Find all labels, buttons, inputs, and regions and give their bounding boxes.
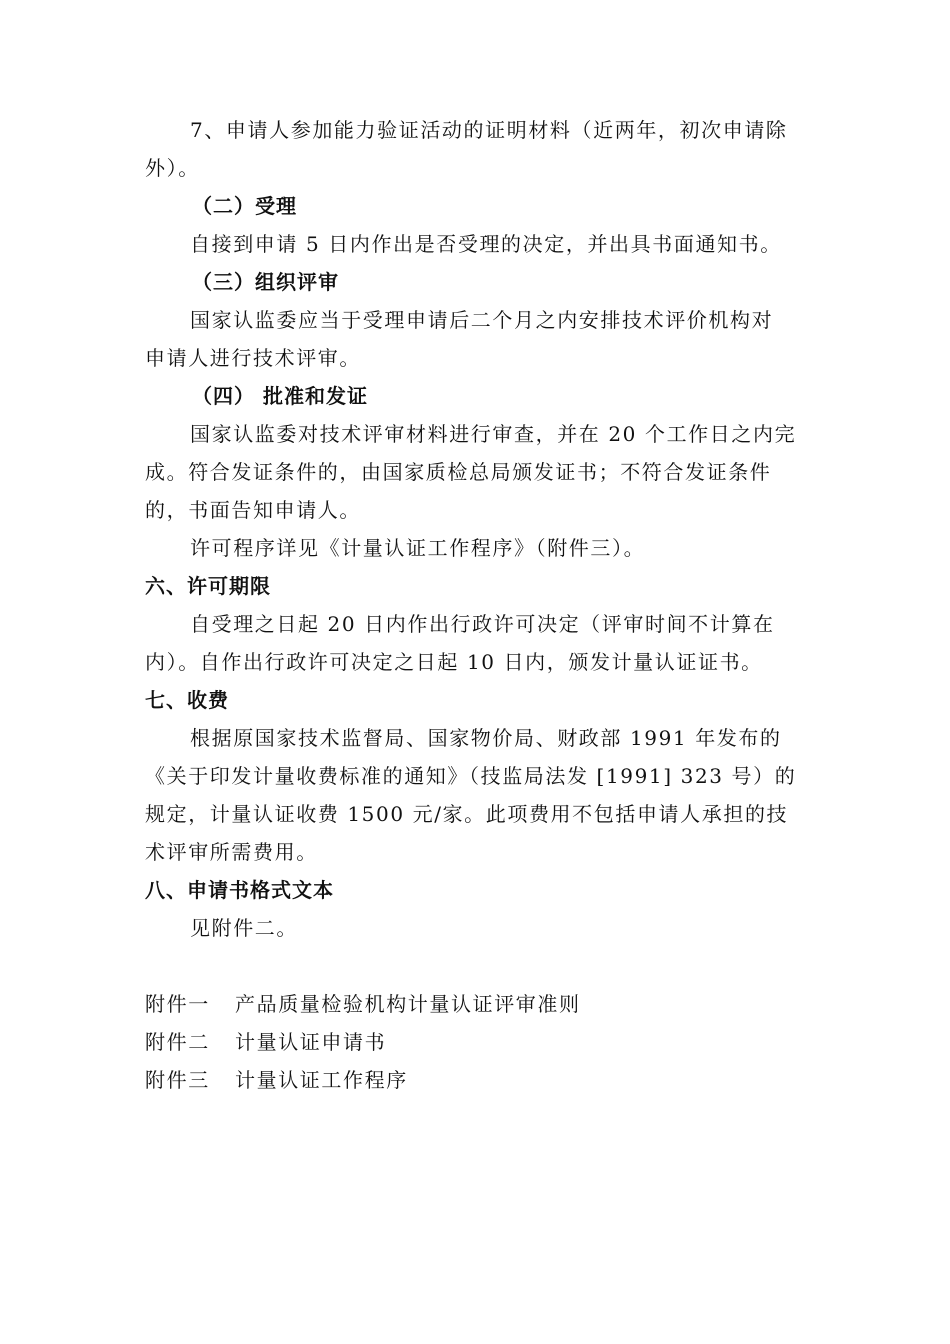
- section-heading: 六、许可期限: [145, 574, 271, 598]
- paragraph-line: 规定，计量认证收费 1500 元/家。此项费用不包括申请人承担的技: [145, 802, 789, 826]
- paragraph-line: 7、申请人参加能力验证活动的证明材料（近两年，初次申请除: [190, 118, 788, 142]
- paragraph-line: 自受理之日起 20 日内作出行政许可决定（评审时间不计算在: [190, 612, 775, 636]
- paragraph-line: 《关于印发计量收费标准的通知》（技监局法发 [1991] 323 号）的: [145, 764, 797, 788]
- attachment-item: [145, 1061, 408, 1099]
- attachment-key: 附件二: [145, 1030, 210, 1054]
- paragraph-line: 根据原国家技术监督局、国家物价局、财政部 1991 年发布的: [190, 726, 782, 750]
- paragraph-line: 成。符合发证条件的，由国家质检总局颁发证书；不符合发证条件: [145, 460, 772, 484]
- paragraph-line: 申请人进行技术评审。: [145, 346, 361, 370]
- paragraph-line: 的，书面告知申请人。: [145, 498, 361, 522]
- paragraph-line: 内）。自作出行政许可决定之日起 10 日内，颁发计量认证证书。: [145, 650, 763, 674]
- attachment-key: 附件一: [145, 992, 210, 1016]
- attachment-key: 附件三: [145, 1068, 210, 1092]
- paragraph-line: 外）。: [145, 156, 200, 180]
- section-heading: （三）组织评审: [192, 270, 339, 294]
- attachment-title: 计量认证工作程序: [235, 1068, 408, 1092]
- section-heading: （四） 批准和发证: [192, 384, 368, 408]
- paragraph-line: 自接到申请 5 日内作出是否受理的决定，并出具书面通知书。: [190, 232, 782, 256]
- section-heading: 七、收费: [145, 688, 229, 712]
- paragraph-line: 国家认监委应当于受理申请后二个月之内安排技术评价机构对: [190, 308, 774, 332]
- paragraph-line: 术评审所需费用。: [145, 840, 318, 864]
- paragraph-line: 许可程序详见《计量认证工作程序》（附件三）。: [190, 536, 646, 560]
- attachment-item: [145, 1023, 386, 1061]
- section-heading: （二）受理: [192, 194, 297, 218]
- paragraph-line: 见附件二。: [190, 916, 298, 940]
- attachment-title: 产品质量检验机构计量认证评审准则: [235, 992, 581, 1016]
- attachment-title: 计量认证申请书: [235, 1030, 387, 1054]
- paragraph-line: 国家认监委对技术评审材料进行审查，并在 20 个工作日之内完: [190, 422, 797, 446]
- section-heading: 八、申请书格式文本: [145, 878, 334, 902]
- attachment-item: [145, 985, 581, 1023]
